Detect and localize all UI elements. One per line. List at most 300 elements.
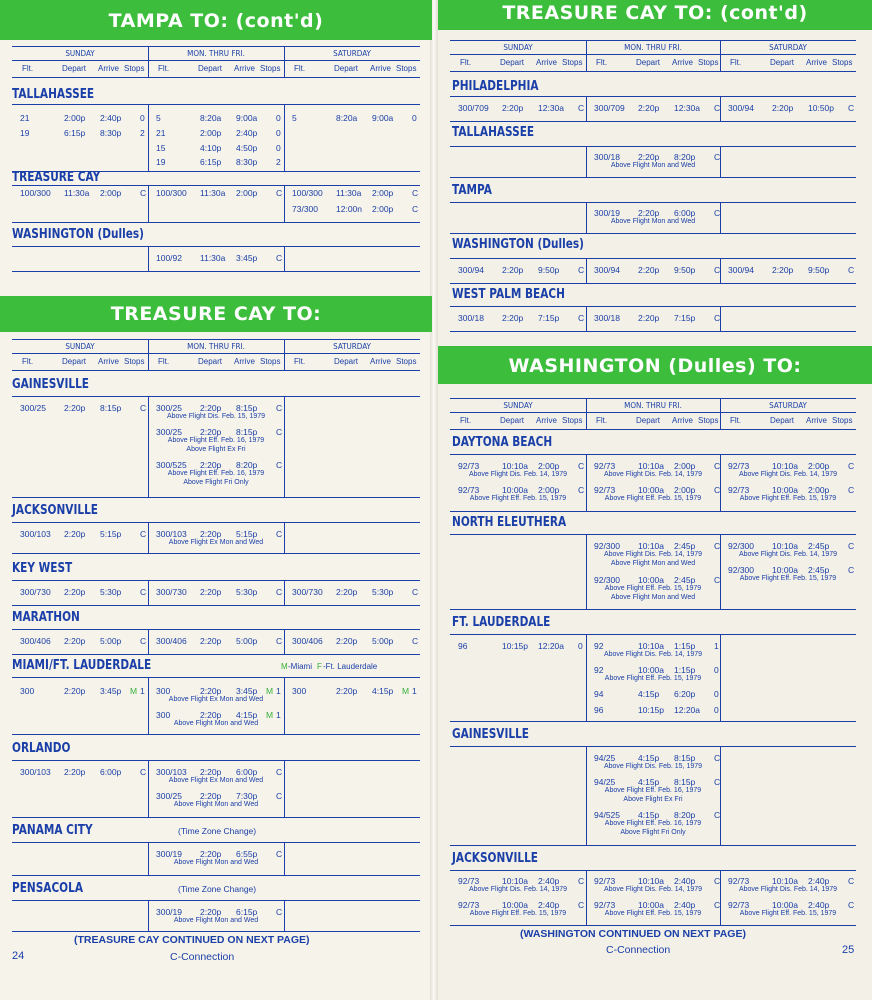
stops-value: C — [714, 541, 721, 551]
header-arrive: Arrive — [370, 64, 391, 73]
flight-number: 300/730 — [292, 587, 323, 597]
stops-value: C — [412, 188, 419, 198]
depart-time: 2:20p — [200, 767, 222, 777]
depart-time: 2:20p — [200, 686, 222, 696]
city-gainesville-left: GAINESVILLE — [12, 376, 89, 392]
header-stops: Stops — [396, 64, 417, 73]
legend-f-label: -Ft. Lauderdale — [323, 662, 378, 671]
flight-number: 92/300 — [594, 575, 620, 585]
flight-note: Above Flight Eff. Feb. 16, 1979 — [604, 820, 702, 827]
flight-note: Above Flight Dis. Feb. 15, 1979 — [603, 763, 703, 770]
tampa-column-header — [12, 46, 420, 78]
arrive-time: 3:45p — [236, 253, 258, 263]
flight-number: 300/25 — [156, 791, 182, 801]
depart-time: 6:15p — [200, 157, 222, 167]
arrive-time: 8:15p — [674, 777, 696, 787]
depart-time: 2:20p — [638, 208, 660, 218]
header-flt: Flt. — [730, 58, 742, 67]
column-divider — [586, 41, 587, 71]
depart-time: 10:10a — [638, 541, 664, 551]
stops-value: C — [848, 265, 855, 275]
header-saturday: SATURDAY — [333, 49, 371, 58]
flight-note: Above Flight Mon and Wed — [610, 162, 696, 169]
header-flt: Flt. — [596, 58, 608, 67]
header-rule — [12, 60, 420, 61]
flight-note: Above Flight Ex Fri — [623, 796, 683, 803]
header-stops: Stops — [124, 64, 145, 73]
column-divider — [148, 186, 149, 222]
stops-value: 0 — [276, 143, 281, 153]
arrive-time: 8:15p — [236, 427, 258, 437]
flight-number: 300/730 — [156, 587, 187, 597]
header-arrive: Arrive — [234, 64, 255, 73]
depart-time: 2:20p — [638, 313, 660, 323]
arrive-time: 1:15p — [674, 665, 696, 675]
header-flt: Flt. — [22, 357, 34, 366]
column-divider — [148, 523, 149, 553]
treasure-cay-banner — [0, 296, 432, 332]
header-mon-fri: MON. THRU FRI. — [187, 342, 245, 351]
miami-marker: M — [130, 686, 138, 696]
stops-value: C — [412, 636, 419, 646]
stops-value: C — [140, 767, 147, 777]
depart-time: 2:00p — [64, 113, 86, 123]
flight-note: Above Flight Dis. Feb. 14, 1979 — [738, 551, 838, 558]
arrive-time: 6:20p — [674, 689, 696, 699]
stops-value: C — [140, 403, 147, 413]
flight-number: 92 — [594, 665, 604, 675]
flight-number: 300/103 — [20, 529, 51, 539]
flight-number: 300/18 — [594, 313, 620, 323]
depart-time: 10:10a — [638, 461, 664, 471]
arrive-time: 2:00p — [372, 188, 394, 198]
depart-time: 11:30a — [64, 188, 90, 198]
header-flt: Flt. — [294, 64, 306, 73]
flight-number: 300/18 — [594, 152, 620, 162]
stops-value: C — [714, 208, 721, 218]
depart-time: 8:20a — [336, 113, 358, 123]
stops-value: C — [140, 188, 147, 198]
depart-time: 4:15p — [638, 689, 660, 699]
stops-value: C — [276, 907, 283, 917]
stops-value: C — [276, 636, 283, 646]
header-mon-fri: MON. THRU FRI. — [624, 401, 682, 410]
column-divider — [148, 247, 149, 271]
washington-continued: (WASHINGTON CONTINUED ON NEXT PAGE) — [520, 928, 746, 940]
stops-value: 0 — [714, 689, 719, 699]
column-divider — [284, 901, 285, 931]
arrive-time: 5:30p — [236, 587, 258, 597]
depart-time: 2:20p — [200, 403, 222, 413]
header-stops: Stops — [562, 416, 583, 425]
stops-value: 1 — [276, 710, 281, 720]
depart-time: 2:20p — [502, 313, 524, 323]
depart-time: 2:20p — [64, 403, 86, 413]
treasure-cay-column-header — [12, 339, 420, 371]
header-flt: Flt. — [596, 416, 608, 425]
depart-time: 2:20p — [638, 265, 660, 275]
arrive-time: 8:30p — [236, 157, 258, 167]
arrive-time: 12:30a — [674, 103, 700, 113]
stops-value: 2 — [276, 157, 281, 167]
header-arrive: Arrive — [98, 64, 119, 73]
header-depart: Depart — [198, 357, 223, 366]
depart-time: 2:20p — [200, 427, 222, 437]
city-daytona-beach: DAYTONA BEACH — [452, 434, 553, 450]
flight-number: 73/300 — [292, 204, 318, 214]
arrive-time: 2:40p — [808, 900, 830, 910]
flight-number: 21 — [20, 113, 30, 123]
flight-number: 92/73 — [458, 900, 480, 910]
flight-number: 100/300 — [156, 188, 187, 198]
header-depart: Depart — [770, 58, 795, 67]
arrive-time: 6:00p — [236, 767, 258, 777]
column-divider — [284, 105, 285, 171]
flight-number: 92/73 — [458, 461, 480, 471]
flight-number: 92/73 — [728, 876, 750, 886]
flight-number: 300/94 — [728, 265, 754, 275]
stops-value: 2 — [140, 128, 145, 138]
miami-marker: M — [266, 710, 274, 720]
depart-time: 2:20p — [64, 529, 86, 539]
flight-number: 92/73 — [594, 900, 616, 910]
washington-column-header — [450, 398, 856, 430]
stops-value: C — [578, 900, 585, 910]
column-divider — [148, 901, 149, 931]
column-divider — [284, 523, 285, 553]
header-depart: Depart — [334, 64, 359, 73]
washington-daytona-beach-flights — [450, 454, 856, 512]
stops-value: C — [276, 791, 283, 801]
treasure-cay-marathon-flights — [12, 629, 420, 655]
column-divider — [720, 747, 721, 845]
flight-number: 300 — [20, 686, 35, 696]
treasure-cay-jacksonville-flights — [12, 522, 420, 554]
depart-time: 2:20p — [200, 529, 222, 539]
stops-value: C — [276, 849, 283, 859]
arrive-time: 6:55p — [236, 849, 258, 859]
city-jacksonville-left: JACKSONVILLE — [12, 502, 98, 518]
arrive-time: 12:20a — [674, 705, 700, 715]
depart-time: 2:20p — [772, 103, 794, 113]
city-jacksonville-right: JACKSONVILLE — [452, 850, 538, 866]
arrive-time: 2:40p — [808, 876, 830, 886]
flight-number: 300/406 — [156, 636, 187, 646]
column-divider — [148, 761, 149, 817]
stops-value: C — [848, 103, 855, 113]
flight-number: 300/709 — [594, 103, 625, 113]
washington-gainesville-flights — [450, 746, 856, 846]
header-flt: Flt. — [460, 416, 472, 425]
flight-number: 21 — [156, 128, 166, 138]
depart-time: 2:20p — [64, 686, 86, 696]
flight-number: 94/25 — [594, 777, 616, 787]
arrive-time: 10:50p — [808, 103, 834, 113]
stops-value: C — [714, 485, 721, 495]
stops-value: C — [714, 900, 721, 910]
stops-value: 0 — [276, 113, 281, 123]
flight-number: 300 — [292, 686, 307, 696]
depart-time: 10:00a — [772, 900, 798, 910]
stops-value: C — [714, 777, 721, 787]
arrive-time: 2:40p — [538, 876, 560, 886]
flight-note: Above Flight Ex Mon and Wed — [168, 696, 264, 703]
arrive-time: 8:20p — [674, 810, 696, 820]
header-depart: Depart — [62, 64, 87, 73]
depart-time: 2:20p — [336, 636, 358, 646]
depart-time: 2:20p — [502, 265, 524, 275]
flight-number: 94/525 — [594, 810, 620, 820]
depart-time: 2:20p — [638, 103, 660, 113]
city-gainesville-right: GAINESVILLE — [452, 726, 529, 742]
depart-time: 2:00p — [200, 128, 222, 138]
flight-note: Above Flight Ex Fri — [186, 446, 246, 453]
flight-number: 300/18 — [458, 313, 484, 323]
flight-number: 300/103 — [156, 529, 187, 539]
treasure-cay-title: TREASURE CAY TO: — [110, 303, 322, 325]
flight-number: 94/25 — [594, 753, 616, 763]
flight-note: Above Flight Eff. Feb. 16, 1979 — [604, 787, 702, 794]
column-divider — [284, 340, 285, 370]
stops-value: 0 — [276, 128, 281, 138]
washington-north-eleuthera-flights — [450, 534, 856, 610]
arrive-time: 1:15p — [674, 641, 696, 651]
treasure-cay-cont-banner — [438, 0, 872, 30]
header-rule — [450, 54, 856, 55]
column-divider — [284, 47, 285, 77]
depart-time: 10:10a — [502, 461, 528, 471]
depart-time: 11:30a — [336, 188, 362, 198]
header-saturday: SATURDAY — [333, 342, 371, 351]
arrive-time: 2:40p — [674, 876, 696, 886]
header-depart: Depart — [636, 416, 661, 425]
depart-time: 10:00a — [772, 565, 798, 575]
flight-note: Above Flight Ex Mon and Wed — [168, 777, 264, 784]
column-divider — [284, 630, 285, 654]
flight-number: 92/73 — [728, 485, 750, 495]
depart-time: 11:30a — [200, 188, 226, 198]
city-tallahassee: TALLAHASSEE — [12, 86, 95, 102]
flight-number: 92/300 — [728, 565, 754, 575]
depart-time: 10:10a — [772, 541, 798, 551]
header-stops: Stops — [124, 357, 145, 366]
depart-time: 2:20p — [64, 767, 86, 777]
time-zone-change-note: (Time Zone Change) — [178, 826, 257, 836]
column-divider — [720, 399, 721, 429]
arrive-time: 9:50p — [808, 265, 830, 275]
stops-value: C — [140, 636, 147, 646]
depart-time: 2:20p — [502, 103, 524, 113]
stops-value: C — [412, 204, 419, 214]
column-divider — [720, 41, 721, 71]
flight-number: 300/709 — [458, 103, 489, 113]
flight-number: 92/73 — [594, 876, 616, 886]
flight-note: Above Flight Dis. Feb. 14, 1979 — [603, 471, 703, 478]
flight-number: 5 — [292, 113, 297, 123]
flight-note: Above Flight Mon and Wed — [610, 560, 696, 567]
arrive-time: 2:40p — [538, 900, 560, 910]
flight-number: 300/103 — [20, 767, 51, 777]
flight-note: Above Flight Dis. Feb. 14, 1979 — [738, 886, 838, 893]
flight-number: 300 — [156, 686, 171, 696]
header-depart: Depart — [198, 64, 223, 73]
flight-number: 96 — [594, 705, 604, 715]
column-divider — [284, 186, 285, 222]
depart-time: 10:00a — [638, 900, 664, 910]
tampa-cont-banner — [0, 0, 432, 40]
flight-note: Above Flight Ex Mon and Wed — [168, 539, 264, 546]
header-rule — [12, 353, 420, 354]
page-number-right: 25 — [842, 944, 855, 956]
stops-value: 1 — [412, 686, 417, 696]
flight-number: 300/406 — [20, 636, 51, 646]
header-stops: Stops — [698, 58, 719, 67]
treasure-cay-philadelphia-flights — [450, 96, 856, 122]
depart-time: 2:20p — [336, 587, 358, 597]
flight-note: Above Flight Fri Only — [183, 479, 249, 486]
depart-time: 2:20p — [200, 791, 222, 801]
stops-value: C — [578, 461, 585, 471]
depart-time: 10:00a — [502, 900, 528, 910]
treasure-cay-cont-column-header — [450, 40, 856, 72]
city-philadelphia: PHILADELPHIA — [452, 78, 539, 94]
column-divider — [720, 97, 721, 121]
city-ft-lauderdale: FT. LAUDERDALE — [452, 614, 551, 630]
flight-number: 300/25 — [20, 403, 46, 413]
arrive-time: 2:45p — [674, 541, 696, 551]
flight-number: 300/406 — [292, 636, 323, 646]
stops-value: C — [848, 900, 855, 910]
column-divider — [284, 581, 285, 605]
stops-value: 0 — [714, 665, 719, 675]
flight-note: Above Flight Mon and Wed — [610, 594, 696, 601]
flight-number: 300/730 — [20, 587, 51, 597]
column-divider — [586, 97, 587, 121]
header-flt: Flt. — [294, 357, 306, 366]
flight-number: 92/73 — [458, 876, 480, 886]
flight-note: Above Flight Dis. Feb. 14, 1979 — [468, 886, 568, 893]
flight-number: 19 — [20, 128, 30, 138]
header-arrive: Arrive — [806, 58, 827, 67]
arrive-time: 6:00p — [100, 767, 122, 777]
flight-number: 300/525 — [156, 460, 187, 470]
flight-number: 5 — [156, 113, 161, 123]
treasure-cay-miami-flights — [12, 677, 420, 735]
flight-note: Above Flight Eff. Feb. 15, 1979 — [739, 495, 837, 502]
depart-time: 2:20p — [772, 265, 794, 275]
depart-time: 2:20p — [64, 636, 86, 646]
flight-note: Above Flight Eff. Feb. 15, 1979 — [604, 675, 702, 682]
arrive-time: 2:00p — [538, 485, 560, 495]
arrive-time: 4:15p — [372, 686, 394, 696]
arrive-time: 7:15p — [674, 313, 696, 323]
treasure-cay-orlando-flights — [12, 760, 420, 818]
depart-time: 4:15p — [638, 810, 660, 820]
miami-marker: M — [266, 686, 274, 696]
depart-time: 2:20p — [200, 849, 222, 859]
flight-number: 19 — [156, 157, 166, 167]
arrive-time: 5:15p — [100, 529, 122, 539]
header-sunday: SUNDAY — [503, 43, 533, 52]
tampa-cont-title: TAMPA TO: (cont'd) — [108, 10, 324, 32]
depart-time: 10:00a — [772, 485, 798, 495]
flight-note: Above Flight Mon and Wed — [173, 801, 259, 808]
column-divider — [720, 535, 721, 609]
stops-value: C — [848, 461, 855, 471]
stops-value: 1 — [714, 641, 719, 651]
arrive-time: 2:00p — [100, 188, 122, 198]
city-treasure-cay: TREASURE CAY — [12, 169, 101, 185]
city-orlando: ORLANDO — [12, 740, 71, 756]
header-arrive: Arrive — [672, 416, 693, 425]
column-divider — [284, 761, 285, 817]
miami-marker: M — [402, 686, 410, 696]
depart-time: 2:20p — [200, 587, 222, 597]
depart-time: 2:20p — [200, 907, 222, 917]
flight-number: 300/19 — [156, 849, 182, 859]
flight-note: Above Flight Mon and Wed — [173, 720, 259, 727]
stops-value: C — [140, 587, 147, 597]
arrive-time: 7:15p — [538, 313, 560, 323]
header-sunday: SUNDAY — [503, 401, 533, 410]
city-washington-right: WASHINGTON (Dulles) — [452, 236, 584, 252]
column-divider — [586, 455, 587, 511]
connection-footer-left: C-Connection — [170, 951, 235, 963]
tampa-washington-flights — [12, 246, 420, 272]
column-divider — [148, 581, 149, 605]
arrive-time: 5:30p — [372, 587, 394, 597]
flight-number: 94 — [594, 689, 604, 699]
header-arrive: Arrive — [370, 357, 391, 366]
stops-value: C — [714, 461, 721, 471]
flight-number: 92 — [594, 641, 604, 651]
header-arrive: Arrive — [98, 357, 119, 366]
flight-number: 92/300 — [594, 541, 620, 551]
stops-value: C — [848, 876, 855, 886]
header-depart: Depart — [500, 58, 525, 67]
header-stops: Stops — [396, 357, 417, 366]
header-depart: Depart — [62, 357, 87, 366]
arrive-time: 3:45p — [100, 686, 122, 696]
arrive-time: 2:45p — [674, 575, 696, 585]
stops-value: C — [276, 587, 283, 597]
stops-value: C — [848, 541, 855, 551]
depart-time: 2:20p — [638, 152, 660, 162]
depart-time: 10:00a — [638, 575, 664, 585]
arrive-time: 9:50p — [674, 265, 696, 275]
arrive-time: 2:00p — [674, 485, 696, 495]
treasure-cay-cont-title: TREASURE CAY TO: (cont'd) — [502, 2, 808, 24]
header-mon-fri: MON. THRU FRI. — [187, 49, 245, 58]
header-flt: Flt. — [158, 357, 170, 366]
arrive-time: 2:45p — [808, 541, 830, 551]
arrive-time: 6:00p — [674, 208, 696, 218]
flight-number: 300/25 — [156, 427, 182, 437]
depart-time: 10:00a — [638, 665, 664, 675]
treasure-cay-pensacola-flights — [12, 900, 420, 932]
stops-value: C — [714, 152, 721, 162]
stops-value: C — [714, 265, 721, 275]
column-divider — [284, 678, 285, 734]
depart-time: 10:15p — [638, 705, 664, 715]
flight-number: 300 — [156, 710, 171, 720]
flight-note: Above Flight Mon and Wed — [173, 859, 259, 866]
depart-time: 4:10p — [200, 143, 222, 153]
flight-number: 96 — [458, 641, 468, 651]
stops-value: C — [714, 753, 721, 763]
depart-time: 4:15p — [638, 777, 660, 787]
stops-value: C — [714, 876, 721, 886]
